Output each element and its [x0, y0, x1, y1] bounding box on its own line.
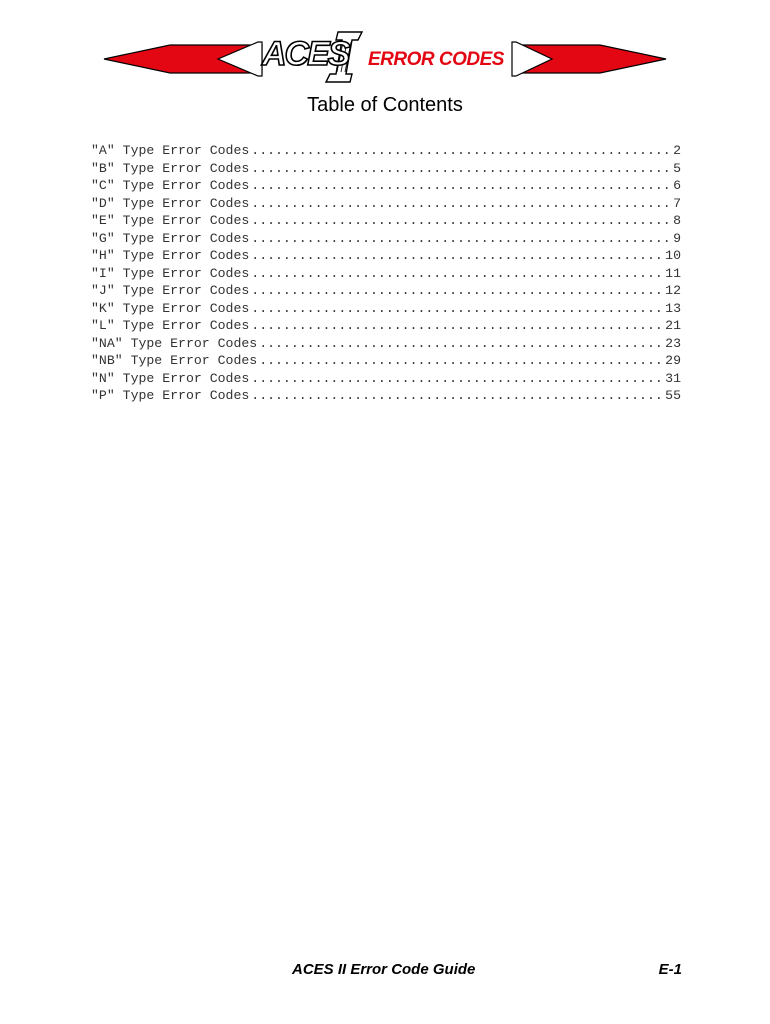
toc-entry-label: "D" Type Error Codes	[91, 195, 250, 211]
toc-entry-label: "A" Type Error Codes	[91, 143, 250, 158]
toc-entry-page: 6	[673, 178, 681, 193]
toc-entry-label: "K" Type Error Codes	[91, 300, 250, 316]
toc-dot-leader	[251, 160, 671, 178]
toc-entry-label: "N" Type Error Codes	[91, 370, 250, 386]
aces-logo-text: ACES	[262, 35, 349, 73]
toc-entry-label: "B" Type Error Codes	[91, 160, 250, 176]
toc-entry[interactable]	[91, 212, 681, 230]
toc-dot-leader	[259, 335, 663, 353]
toc-entry[interactable]	[91, 265, 681, 283]
toc-dot-leader	[251, 212, 671, 230]
toc-entry[interactable]	[91, 282, 681, 300]
toc-dot-leader	[251, 370, 663, 388]
toc-entry-page: 21	[665, 318, 681, 333]
header-banner	[0, 28, 770, 90]
toc-entry-label: "C" Type Error Codes	[91, 178, 250, 193]
toc-dot-leader	[251, 142, 671, 160]
toc-entry-page: 8	[673, 213, 681, 228]
toc-dot-leader	[251, 230, 671, 248]
footer-title: ACES II Error Code Guide	[292, 961, 476, 978]
toc-entry[interactable]	[91, 335, 681, 353]
toc-heading: Table of Contents	[307, 94, 463, 116]
toc-entry-label: "G" Type Error Codes	[91, 230, 250, 246]
toc-entry-page: 10	[665, 248, 681, 263]
toc-entry-label: "H" Type Error Codes	[91, 248, 250, 263]
toc-entry-label: "J" Type Error Codes	[91, 283, 250, 298]
toc-entry[interactable]	[91, 230, 681, 248]
toc-dot-leader	[259, 352, 663, 370]
toc-dot-leader	[251, 387, 663, 405]
toc-dot-leader	[251, 317, 663, 335]
toc-dot-leader	[251, 282, 663, 300]
toc-entry[interactable]	[91, 195, 681, 213]
toc-entry-page: 12	[665, 283, 681, 298]
toc-entry[interactable]	[91, 247, 681, 265]
toc-dot-leader	[251, 265, 663, 283]
toc-dot-leader	[251, 300, 663, 318]
toc-entry-label: "E" Type Error Codes	[91, 213, 250, 228]
toc-entry-page: 23	[665, 335, 681, 351]
toc-entry[interactable]	[91, 317, 681, 335]
toc-dot-leader	[251, 195, 671, 213]
toc-entry[interactable]	[91, 177, 681, 195]
toc-entry-page: 11	[665, 265, 681, 281]
toc-entry[interactable]	[91, 300, 681, 318]
footer-page-number: E-1	[658, 961, 682, 978]
toc-entry[interactable]	[91, 160, 681, 178]
toc-entry-page: 7	[673, 195, 681, 211]
toc-entry-label: "NA" Type Error Codes	[91, 335, 258, 351]
header-title: ERROR CODES	[368, 49, 504, 70]
toc-entry-label: "L" Type Error Codes	[91, 318, 250, 333]
toc-entry-label: "I" Type Error Codes	[91, 265, 250, 281]
toc-entry-page: 13	[665, 300, 681, 316]
toc-list	[91, 142, 681, 405]
toc-entry-label: "NB" Type Error Codes	[91, 353, 258, 368]
toc-dot-leader	[251, 247, 663, 265]
toc-entry-page: 55	[665, 388, 681, 403]
toc-entry[interactable]	[91, 142, 681, 160]
toc-entry-page: 29	[665, 353, 681, 368]
toc-entry-page: 31	[665, 370, 681, 386]
toc-entry[interactable]	[91, 352, 681, 370]
toc-entry[interactable]	[91, 370, 681, 388]
toc-entry-page: 9	[673, 230, 681, 246]
toc-entry-page: 5	[673, 160, 681, 176]
toc-entry-label: "P" Type Error Codes	[91, 388, 250, 403]
toc-dot-leader	[251, 177, 671, 195]
toc-entry-page: 2	[673, 143, 681, 158]
toc-entry[interactable]	[91, 387, 681, 405]
